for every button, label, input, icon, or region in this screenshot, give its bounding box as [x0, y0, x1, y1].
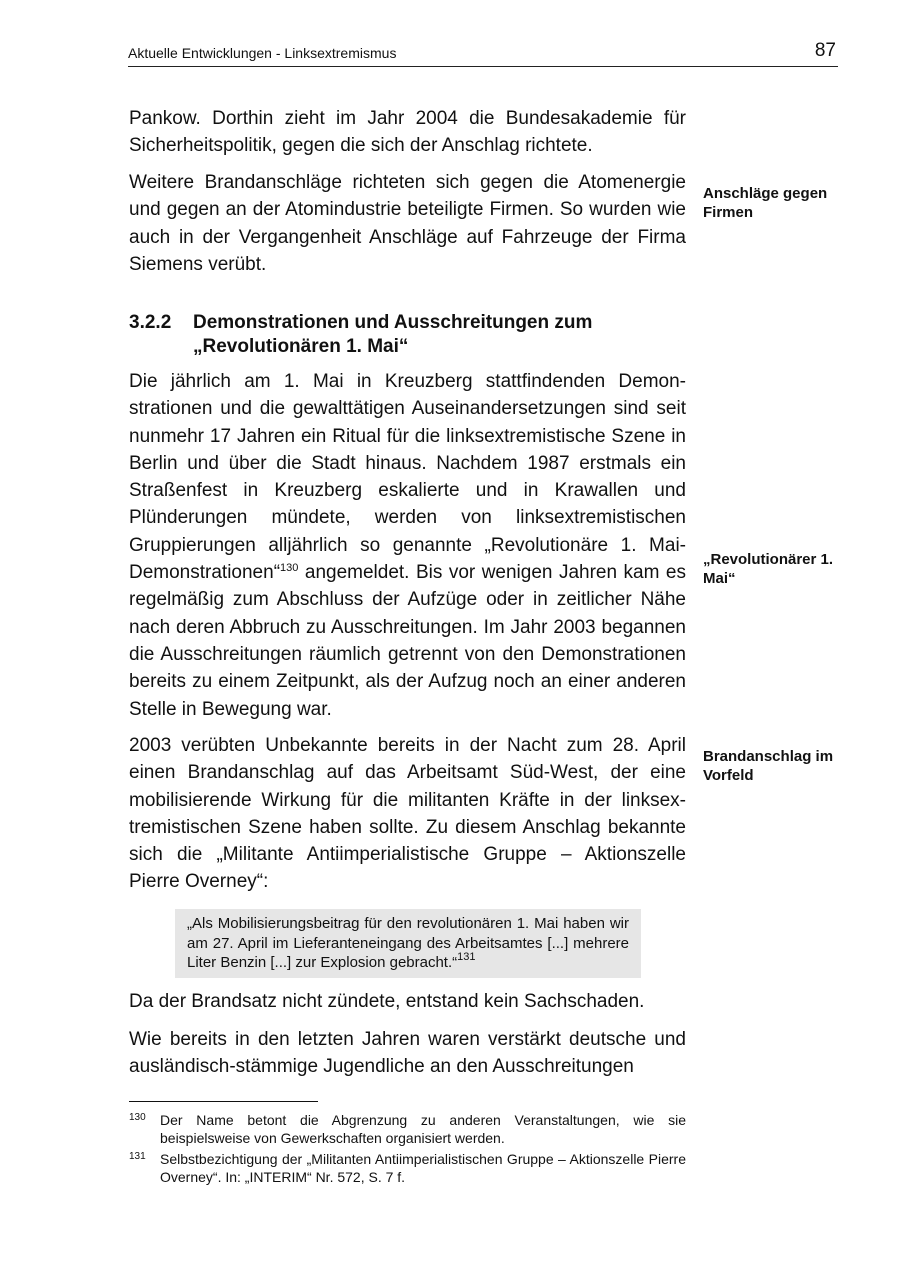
running-header-title: Aktuelle Entwicklungen - Linksextremismus [128, 45, 397, 61]
quote-text: „Als Mobilisierungsbeitrag für den revolutionären 1. Mai haben wir am 27. April im Lieferanteneingang des Arbeitsamtes [...] mehrere Liter Benzin [...] zur Explosion gebracht.“ [187, 915, 629, 971]
paragraph-text: Wie bereits in den letzten Jahren waren verstärkt deutsche und ausländisch-stämmige Jugendliche an den Ausschreitungen [129, 1029, 686, 1078]
paragraph-arbeitsamt [129, 732, 686, 896]
page-number: 87 [814, 40, 836, 61]
footnote-reference-131[interactable]: 131 [457, 951, 476, 963]
paragraph-text: Pankow. Dorthin zieht im Jahr 2004 die Bundesakademie für Sicherheitspolitik, gegen die sich der Anschlag richtete. [129, 108, 686, 157]
paragraph-jugendliche [129, 1026, 686, 1081]
page-header [128, 38, 838, 67]
block-quote [175, 909, 641, 978]
margin-note-brandanschlag-im-vorfeld: Brandanschlag im Vorfeld [703, 748, 834, 784]
section-title: Demonstrationen und Ausschreitungen zum „Revolutionären 1. Mai“ [193, 312, 593, 357]
paragraph-text-part-2: angemeldet. Bis vor wenigen Jahren kam es regelmäßig zum Abschluss der Aufzüge oder in zeitlicher Nähe nach deren Abbruch zu Ausschreitungen. Im Jahr 2003 begannen die Ausschreitungen räumlich getrennt von den Demonstrationen bereits zu einem Zeitpunkt, als der Aufzug noch an einer anderen Stelle in Bewegung war. [129, 562, 686, 720]
paragraph-text: 2003 verübten Unbekannte bereits in der Nacht zum 28. April einen Brandanschlag auf das Arbeitsamt Süd-West, der eine mobilisierende Wirkung für die militanten Kräfte in der linksextremistischen Szene haben sollte. Zu diesem Anschlag bekannte sich die „Militante Antiimperialistische Gruppe – Aktionszelle Pierre Overney“: [129, 735, 686, 893]
section-number: 3.2.2 [129, 312, 172, 333]
footnote-number: 130 [129, 1112, 146, 1123]
paragraph-text-part-1: Die jährlich am 1. Mai in Kreuzberg stattfindenden Demonstrationen und die gewalttätigen Auseinandersetzungen sind seit nunmehr 17 Jahren ein Ritual für die linksextremistische Szene in Berlin und über die Stadt hinaus. Nachdem 1987 erstmals ein Straßenfest in Kreuzberg eskalierte und in Krawallen und Plünderungen mündete, werden von linksextremistischen Gruppierungen alljährlich so genannte „Revolutionäre 1. Mai-Demonstrationen“ [129, 371, 686, 584]
footnote-text: Der Name betont die Abgrenzung zu anderen Veranstaltungen, wie sie beispielsweise von Gewerkschaften organisiert werden. [160, 1112, 686, 1146]
footnote-reference-130[interactable]: 130 [280, 562, 299, 575]
margin-note-anschlaege-gegen-firmen: Anschläge gegen Firmen [703, 185, 828, 221]
margin-note-revolutionaerer-1-mai: „Revolutionärer 1. Mai“ [703, 551, 834, 587]
paragraph-text: Weitere Brandanschläge richteten sich gegen die Atomenergie und gegen an der Atomindustrie beteiligte Firmen. So wurden wie auch in der Vergangenheit Anschläge auf Fahrzeuge der Firma Siemens verübt. [129, 172, 686, 275]
paragraph-text: Da der Brandsatz nicht zündete, entstand kein Sachschaden. [129, 991, 645, 1012]
footnote-separator [129, 1101, 318, 1102]
paragraph-brandsatz [129, 988, 686, 1015]
paragraph-brandanschlaege [129, 169, 686, 278]
paragraph-text [129, 368, 686, 723]
paragraph-erster-mai [129, 368, 686, 723]
footnote-text: Selbstbezichtigung der „Militanten Antiimperialistischen Gruppe – Aktionszelle Pierre Overney“. In: „INTERIM“ Nr. 572, S. 7 f. [160, 1151, 686, 1185]
paragraph-pankow [129, 105, 686, 160]
footnote-number: 131 [129, 1151, 146, 1162]
